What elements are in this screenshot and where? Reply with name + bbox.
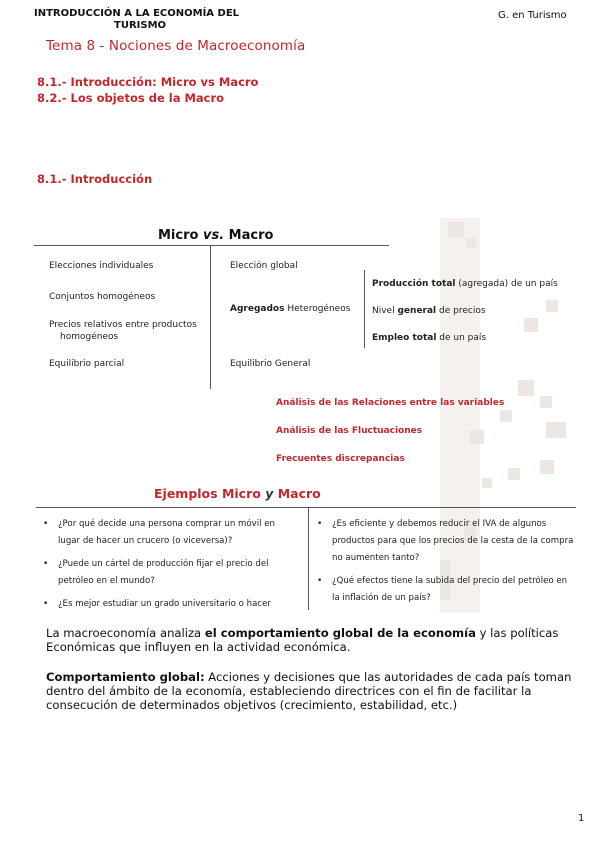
micro-item: Conjuntos homogéneos <box>49 292 156 302</box>
micro-item-cont: homogéneos <box>60 332 119 342</box>
macro-item <box>230 304 350 315</box>
macro-item: Equilibrio General <box>230 359 311 369</box>
list-item: • ¿Puede un cártel de producción fijar el precio del petróleo en el mundo? <box>40 556 298 590</box>
list-item: • ¿Es mejor estudiar un grado universitario o hacer <box>40 596 298 613</box>
page-number: 1 <box>578 813 585 824</box>
course-title-line2: TURISMO <box>114 20 167 31</box>
aggregates-bracket <box>364 270 365 348</box>
micro-item: Precios relativos entre productos <box>49 320 197 330</box>
aggregate-1-rest: (agregada) de un país <box>458 279 558 289</box>
analysis-item-2: Análisis de las Fluctuaciones <box>276 426 423 436</box>
slide1-column-divider <box>210 246 211 389</box>
slide2-title-b: Macro <box>277 486 321 501</box>
slide2-title-y: y <box>265 486 274 501</box>
slide1-title-macro: Macro <box>228 228 274 243</box>
course-title-line1: INTRODUCCIÓN A LA ECONOMÍA DEL <box>34 8 240 19</box>
para2-bold: Comportamiento global: <box>46 670 205 684</box>
aggregate-1-bold: Producción total <box>372 279 456 289</box>
micro-item: Elecciones individuales <box>49 261 154 271</box>
section-heading: 8.1.- Introducción <box>37 172 153 186</box>
para2-text: Acciones y decisiones que las autoridades de cada país toman dentro del ámbito de la economía, estableciendo directrices con el fin de facilitar la consecución de determinados objetivos (crecimiento, estabilidad, etc.) <box>46 670 572 712</box>
aggregate-2-bold: general <box>397 306 437 316</box>
examples-macro-list <box>314 516 576 613</box>
paragraph-global-behaviour <box>46 670 586 712</box>
slide2-title-rule <box>36 507 576 508</box>
list-item: • ¿Qué efectos tiene la subida del precio del petróleo en la inflación de un país? <box>314 573 576 607</box>
toc-item-2: 8.2.- Los objetos de la Macro <box>37 91 225 105</box>
aggregate-3-bold: Empleo total <box>372 333 437 343</box>
micro-item: Equilibrio parcial <box>49 359 125 369</box>
macro-agregados-rest: Heterogéneos <box>287 304 351 314</box>
analysis-item-1: Análisis de las Relaciones entre las variables <box>276 398 505 408</box>
list-item: • ¿Por qué decide una persona comprar un móvil en lugar de hacer un crucero (o viceversa)? <box>40 516 298 550</box>
para1-pre: La macroeconomía analiza <box>46 626 202 640</box>
slide2-title-a: Ejemplos Micro <box>154 486 261 501</box>
page-title: Tema 8 - Nociones de Macroeconomía <box>46 38 306 54</box>
aggregate-item-1 <box>372 279 558 290</box>
aggregate-item-2 <box>372 306 486 317</box>
slide1-title-rule <box>34 245 389 246</box>
aggregate-2-pre: Nivel <box>372 306 395 316</box>
list-item: • ¿Es eficiente y debemos reducir el IVA de algunos productos para que los precios de la cesta de la compra no aumenten tanto? <box>314 516 576 567</box>
aggregate-item-3 <box>372 333 486 344</box>
aggregate-3-rest: de un país <box>439 333 487 343</box>
para1-post: y las políticas Económicas que influyen en la actividad económica. <box>46 626 559 654</box>
paragraph-macro-definition <box>46 626 586 654</box>
macro-agregados-bold: Agregados <box>230 304 285 314</box>
degree-label: G. en Turismo <box>498 10 567 21</box>
para1-bold: el comportamiento global de la economía <box>204 626 476 640</box>
macro-item: Elección global <box>230 261 298 271</box>
slide1-title-micro: Micro <box>158 228 199 243</box>
slide1-title-vs: vs. <box>202 228 225 243</box>
slide-micro-vs-macro <box>34 226 574 396</box>
analysis-item-3: Frecuentes discrepancias <box>276 454 405 464</box>
slide2-title <box>154 486 321 501</box>
slide2-column-divider <box>308 508 309 610</box>
aggregate-2-rest: de precios <box>439 306 486 316</box>
slide1-title <box>158 228 273 243</box>
examples-micro-list <box>40 516 298 619</box>
course-title <box>34 8 254 32</box>
toc-item-1: 8.1.- Introducción: Micro vs Macro <box>37 75 259 89</box>
